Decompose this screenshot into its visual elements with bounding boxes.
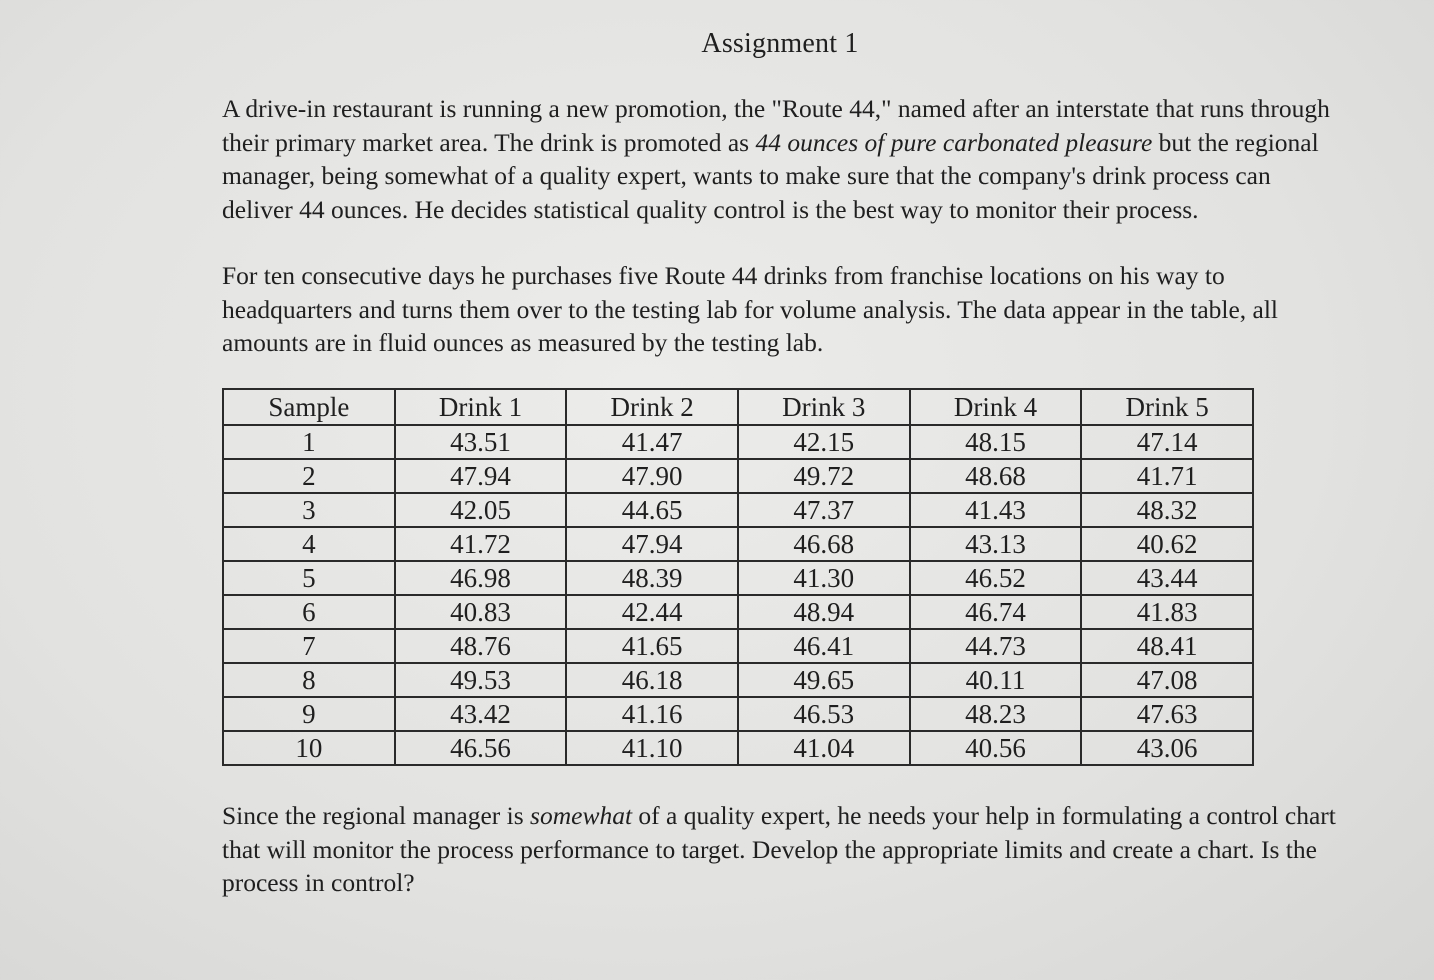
table-row (223, 697, 1253, 731)
table-cell: 41.04 (738, 731, 910, 765)
cell-sample: 7 (223, 629, 395, 663)
table-cell: 48.15 (910, 425, 1082, 459)
table-row (223, 561, 1253, 595)
table-cell: 46.41 (738, 629, 910, 663)
cell-sample: 1 (223, 425, 395, 459)
task-emphasis: somewhat (530, 801, 633, 830)
table-cell: 41.30 (738, 561, 910, 595)
table-header-row (223, 389, 1253, 425)
table-cell: 48.94 (738, 595, 910, 629)
table-cell: 43.44 (1081, 561, 1253, 595)
intro-text-part2: but the regional manager, being somewhat of a quality expert, wants to make sure that the company's drink process can deliver 44 ounces. He decides statistical quality control is the best way to monitor their process. (222, 127, 1319, 224)
table-cell: 43.06 (1081, 731, 1253, 765)
table-cell: 40.83 (395, 595, 567, 629)
table-cell: 41.72 (395, 527, 567, 561)
cell-sample: 3 (223, 493, 395, 527)
cell-sample: 6 (223, 595, 395, 629)
table-cell: 41.10 (566, 731, 738, 765)
table-cell: 43.42 (395, 697, 567, 731)
cell-sample: 4 (223, 527, 395, 561)
table-cell: 41.43 (910, 493, 1082, 527)
table-cell: 49.53 (395, 663, 567, 697)
table-cell: 42.44 (566, 595, 738, 629)
table-cell: 48.76 (395, 629, 567, 663)
cell-sample: 5 (223, 561, 395, 595)
header-drink-5: Drink 5 (1081, 389, 1253, 425)
table-cell: 47.94 (566, 527, 738, 561)
intro-paragraph (222, 92, 1337, 226)
table-cell: 40.62 (1081, 527, 1253, 561)
table-cell: 47.08 (1081, 663, 1253, 697)
table-row (223, 493, 1253, 527)
table-row (223, 663, 1253, 697)
header-drink-2: Drink 2 (566, 389, 738, 425)
cell-sample: 2 (223, 459, 395, 493)
table-cell: 48.68 (910, 459, 1082, 493)
table-cell: 40.56 (910, 731, 1082, 765)
task-text-part2: of a quality expert, he needs your help in formulating a control chart that will monitor the process performance to target. Develop the appropriate limits and create a chart. Is the process in control? (222, 801, 1336, 897)
method-paragraph: For ten consecutive days he purchases five Route 44 drinks from franchise locations on his way to headquarters and turns them over to the testing lab for volume analysis. The data appear in the table, all amounts are in fluid ounces as measured by the testing lab. (222, 261, 1279, 357)
table-cell: 42.05 (395, 493, 567, 527)
table-row (223, 527, 1253, 561)
table-cell: 47.94 (395, 459, 567, 493)
task-paragraph (222, 799, 1337, 900)
table-cell: 49.65 (738, 663, 910, 697)
header-sample: Sample (223, 389, 395, 425)
table-cell: 48.32 (1081, 493, 1253, 527)
table-cell: 41.71 (1081, 459, 1253, 493)
table-cell: 46.68 (738, 527, 910, 561)
page-title: Assignment 1 (701, 28, 859, 59)
header-drink-4: Drink 4 (910, 389, 1082, 425)
table-row (223, 459, 1253, 493)
table-cell: 42.15 (738, 425, 910, 459)
table-cell: 48.39 (566, 561, 738, 595)
table-cell: 47.37 (738, 493, 910, 527)
table-cell: 46.56 (395, 731, 567, 765)
table-cell: 41.83 (1081, 595, 1253, 629)
header-drink-1: Drink 1 (395, 389, 567, 425)
table-row (223, 425, 1253, 459)
cell-sample: 10 (223, 731, 395, 765)
table-cell: 47.63 (1081, 697, 1253, 731)
table-cell: 41.16 (566, 697, 738, 731)
table-cell: 46.52 (910, 561, 1082, 595)
table-cell: 46.18 (566, 663, 738, 697)
table-cell: 48.41 (1081, 629, 1253, 663)
drink-volume-table (222, 388, 1254, 766)
table-cell: 46.53 (738, 697, 910, 731)
table-cell: 41.65 (566, 629, 738, 663)
intro-text-part1: A drive-in restaurant is running a new promotion, the "Route 44," named after an interstate that runs through their primary market area. The drink is promoted as (222, 94, 1330, 157)
header-drink-3: Drink 3 (738, 389, 910, 425)
table-cell: 41.47 (566, 425, 738, 459)
task-text-part1: Since the regional manager is (222, 801, 531, 830)
table-row (223, 595, 1253, 629)
table-row (223, 629, 1253, 663)
table-cell: 43.13 (910, 527, 1082, 561)
table-cell: 40.11 (910, 663, 1082, 697)
table-cell: 47.14 (1081, 425, 1253, 459)
table-cell: 46.74 (910, 595, 1082, 629)
table-cell: 44.65 (566, 493, 738, 527)
table-cell: 48.23 (910, 697, 1082, 731)
cell-sample: 9 (223, 697, 395, 731)
table-cell: 44.73 (910, 629, 1082, 663)
table-cell: 43.51 (395, 425, 567, 459)
table-cell: 47.90 (566, 459, 738, 493)
table-cell: 49.72 (738, 459, 910, 493)
intro-emphasis: 44 ounces of pure carbonated pleasure (755, 127, 1153, 157)
cell-sample: 8 (223, 663, 395, 697)
table-cell: 46.98 (395, 561, 567, 595)
table-row (223, 731, 1253, 765)
